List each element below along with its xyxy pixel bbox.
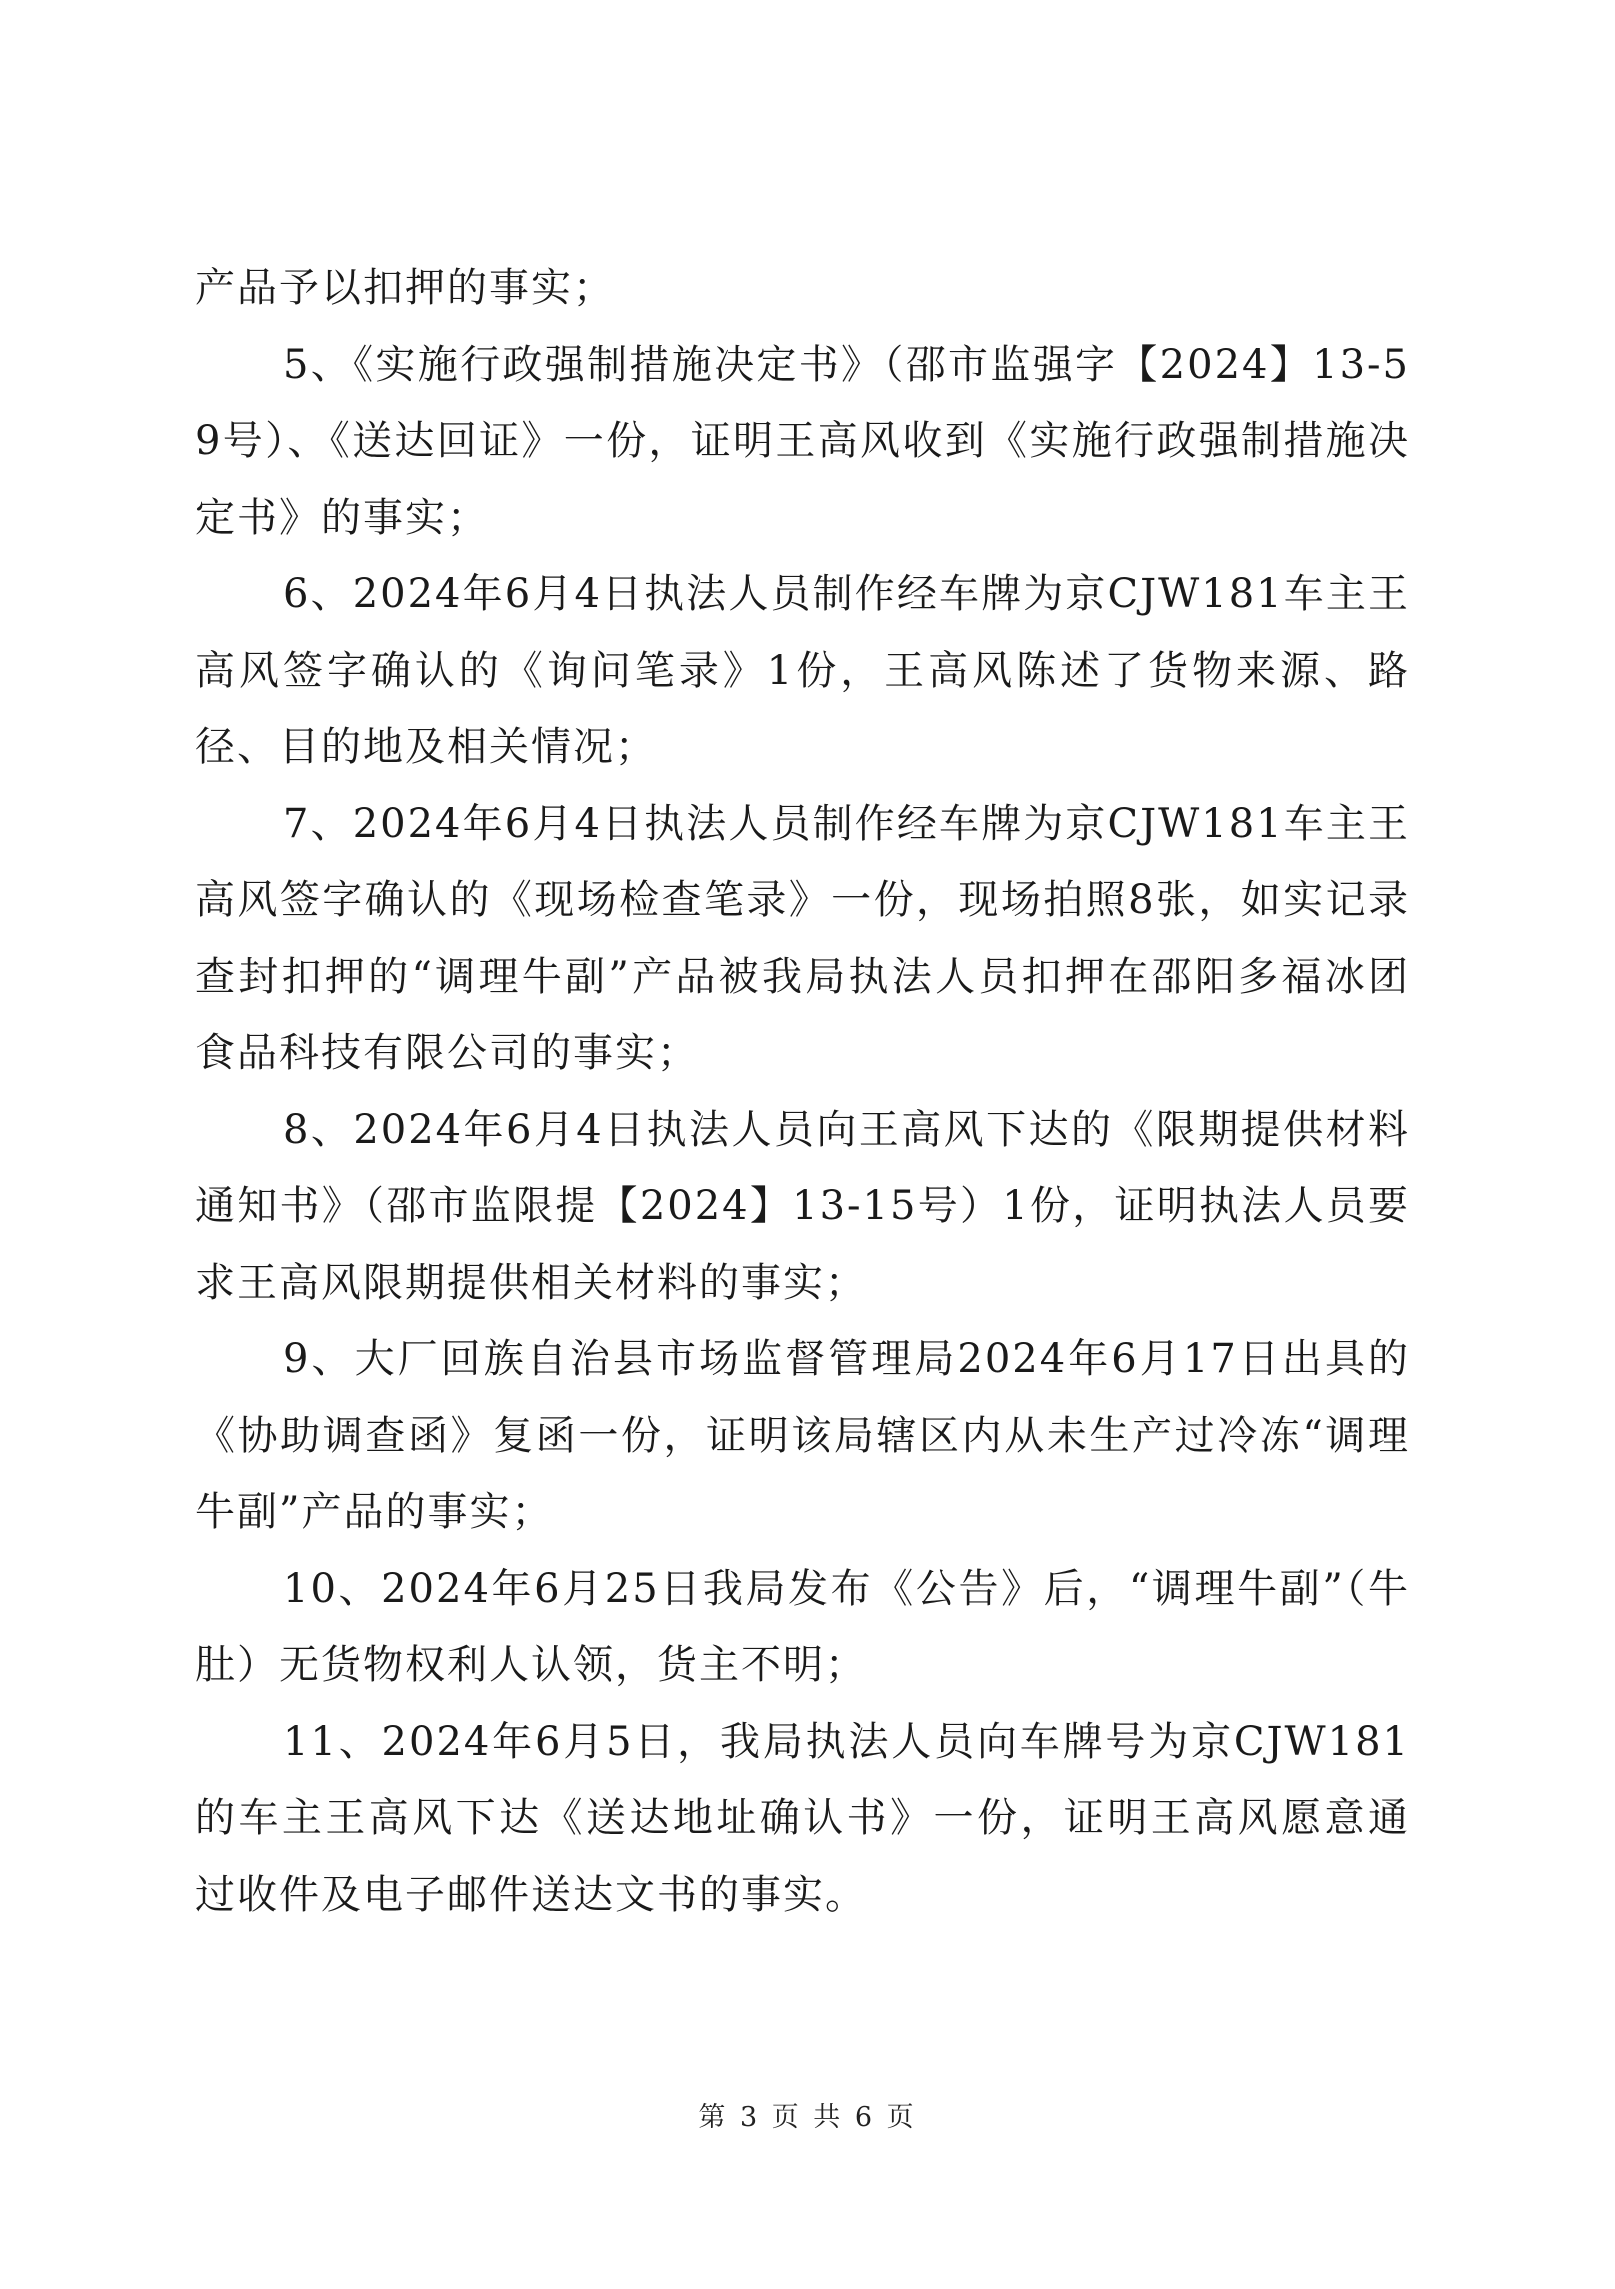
paragraph-item-10: 10、2024年6月25日我局发布《公告》后，“调理牛副”（牛肚）无货物权利人认领，货主不明；: [195, 1565, 1410, 1688]
paragraph-item-7: 7、2024年6月4日执法人员制作经车牌为京CJW181车主王高风签字确认的《现场检查笔录》一份，现场拍照8张，如实记录查封扣押的“调理牛副”产品被我局执法人员扣押在邵阳多福冰团食品科技有限公司的事实；: [195, 800, 1410, 1076]
paragraph-item-8: 8、2024年6月4日执法人员向王高风下达的《限期提供材料通知书》（邵市监限提【2024】13-15号）1份，证明执法人员要求王高风限期提供相关材料的事实；: [195, 1106, 1410, 1306]
page-number-footer: 第 3 页 共 6 页: [698, 2102, 917, 2133]
paragraph-item-6: 6、2024年6月4日执法人员制作经车牌为京CJW181车主王高风签字确认的《询问笔录》1份，王高风陈述了货物来源、路径、目的地及相关情况；: [195, 571, 1410, 770]
document-body: [195, 250, 1410, 1933]
paragraph-item-5: 5、《实施行政强制措施决定书》（邵市监强字【2024】13-59号）、《送达回证》一份，证明王高风收到《实施行政强制措施决定书》的事实；: [195, 341, 1410, 541]
paragraph-item-9: 9、大厂回族自治县市场监督管理局2024年6月17日出具的《协助调查函》复函一份，证明该局辖区内从未生产过冷冻“调理牛副”产品的事实；: [195, 1336, 1410, 1535]
paragraph-continuation: 产品予以扣押的事实；: [195, 265, 615, 311]
paragraph-item-11: 11、2024年6月5日，我局执法人员向车牌号为京CJW181的车主王高风下达《送达地址确认书》一份，证明王高风愿意通过收件及电子邮件送达文书的事实。: [195, 1718, 1410, 1918]
